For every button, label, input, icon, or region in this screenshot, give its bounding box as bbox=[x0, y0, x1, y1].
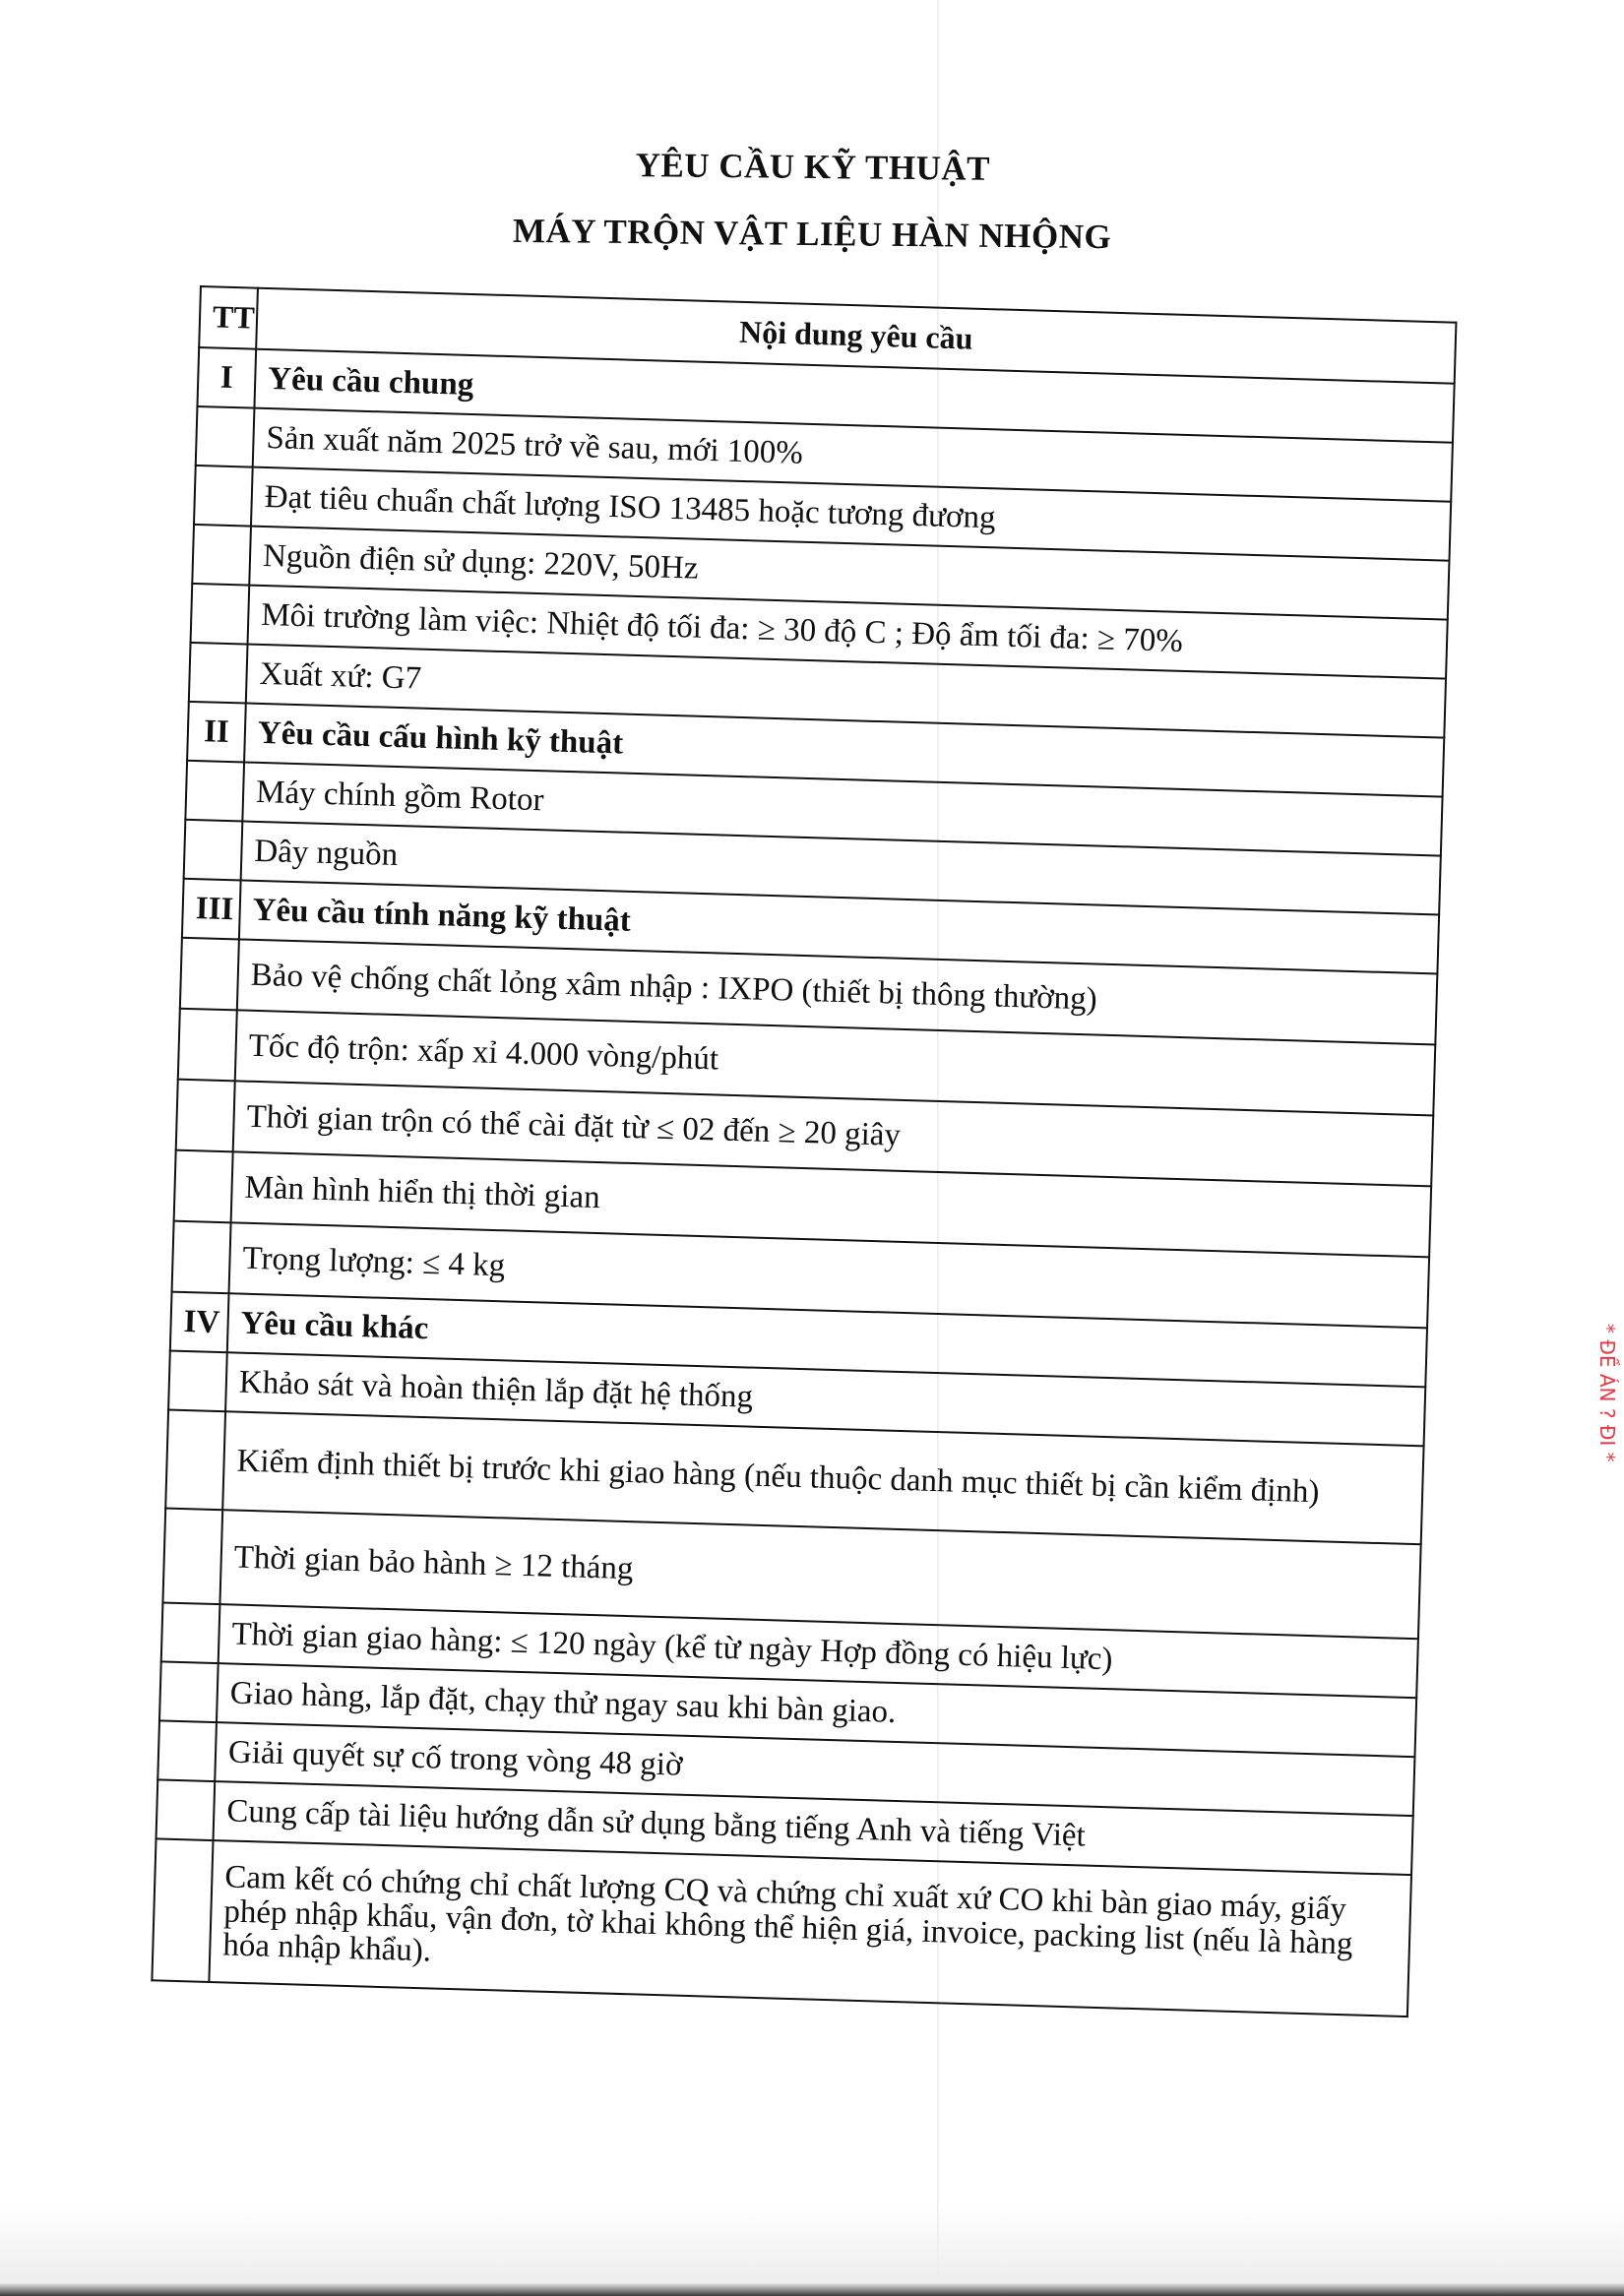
red-stamp-fragment: * ĐỀ ÁN ? ĐI * bbox=[1595, 1323, 1619, 1462]
requirements-table-wrapper bbox=[151, 285, 1457, 2017]
requirement-cell: Sản xuất năm 2025 trở về sau, mới 100% bbox=[253, 408, 1453, 502]
title-line-1: YÊU CẦU KỸ THUẬT bbox=[635, 146, 991, 188]
section-number: IV bbox=[170, 1292, 229, 1353]
scan-bottom-edge bbox=[0, 2207, 1624, 2296]
requirement-cell: Cam kết có chứng chỉ chất lượng CQ và chứng chỉ xuất xứ CO khi bàn giao máy, giấy phép nhập khẩu, vận đơn, tờ khai không thể hiện giá, invoice, packing list (nếu là hàng hóa nhập khẩu). bbox=[209, 1840, 1411, 2017]
tt-cell bbox=[162, 1509, 222, 1605]
tt-cell bbox=[176, 1080, 235, 1152]
section-number: II bbox=[187, 702, 246, 763]
tt-cell bbox=[196, 406, 255, 467]
section-number: I bbox=[197, 347, 256, 408]
section-title: Yêu cầu khác bbox=[227, 1293, 1427, 1387]
requirement-cell: Trọng lượng: ≤ 4 kg bbox=[229, 1222, 1430, 1328]
tt-cell bbox=[189, 643, 248, 704]
requirement-cell: Nguồn điện sử dụng: 220V, 50Hz bbox=[249, 527, 1449, 620]
tt-cell bbox=[159, 1661, 219, 1722]
section-title: Yêu cầu chung bbox=[254, 349, 1454, 443]
tt-cell bbox=[191, 584, 250, 645]
requirement-cell: Giải quyết sự cố trong vòng 48 giờ bbox=[215, 1722, 1414, 1816]
header-content: Nội dung yêu cầu bbox=[256, 288, 1456, 384]
tt-cell bbox=[178, 1009, 237, 1082]
requirement-cell: Khảo sát và hoàn thiện lắp đặt hệ thống bbox=[225, 1352, 1425, 1446]
requirement-cell: Môi trường làm việc: Nhiệt độ tối đa: ≥ 30 độ C ; Độ ẩm tối đa: ≥ 70% bbox=[248, 586, 1448, 679]
requirement-cell: Màn hình hiển thị thời gian bbox=[231, 1151, 1432, 1257]
requirement-cell: Dây nguồn bbox=[241, 821, 1441, 914]
tt-cell bbox=[194, 465, 253, 527]
section-number: III bbox=[182, 879, 241, 940]
requirement-cell: Xuất xứ: G7 bbox=[246, 645, 1446, 738]
requirement-cell: Kiểm định thiết bị trước khi giao hàng (nếu thuộc danh mục thiết bị cần kiểm định) bbox=[222, 1411, 1423, 1544]
tt-cell bbox=[161, 1602, 220, 1663]
tt-cell bbox=[180, 938, 239, 1011]
tt-cell bbox=[185, 761, 244, 822]
requirement-cell: Thời gian giao hàng: ≤ 120 ngày (kể từ ngày Hợp đồng có hiệu lực) bbox=[219, 1604, 1418, 1698]
tt-cell bbox=[165, 1410, 225, 1511]
requirement-cell: Thời gian bảo hành ≥ 12 tháng bbox=[219, 1510, 1420, 1639]
header-tt: TT bbox=[199, 286, 258, 349]
title-line-2: MÁY TRỘN VẬT LIỆU HÀN NHỘNG bbox=[512, 211, 1112, 257]
requirement-cell: Tốc độ trộn: xấp xỉ 4.000 vòng/phút bbox=[235, 1010, 1436, 1115]
requirement-cell: Cung cấp tài liệu hướng dẫn sử dụng bằng tiếng Anh và tiếng Việt bbox=[214, 1781, 1413, 1875]
document-title bbox=[0, 139, 1624, 262]
requirements-table bbox=[151, 285, 1457, 2017]
requirement-cell: Máy chính gồm Rotor bbox=[242, 762, 1442, 855]
requirement-cell: Bảo vệ chống chất lỏng xâm nhập : IXPO (thiết bị thông thường) bbox=[237, 939, 1438, 1044]
tt-cell bbox=[184, 820, 243, 881]
requirement-cell: Thời gian trộn có thể cài đặt từ ≤ 02 đến ≥ 20 giây bbox=[233, 1081, 1434, 1186]
tt-cell bbox=[157, 1720, 217, 1781]
tt-cell bbox=[168, 1351, 227, 1412]
requirement-cell: Giao hàng, lắp đặt, chạy thử ngay sau khi bàn giao. bbox=[217, 1663, 1416, 1757]
tt-cell bbox=[174, 1150, 233, 1223]
requirement-cell: Đạt tiêu chuẩn chất lượng ISO 13485 hoặc tương đương bbox=[251, 467, 1451, 561]
section-title: Yêu cầu cấu hình kỹ thuật bbox=[244, 704, 1444, 797]
tt-cell bbox=[156, 1779, 216, 1840]
tt-cell bbox=[152, 1838, 213, 1982]
tt-cell bbox=[192, 525, 251, 586]
section-title: Yêu cầu tính năng kỹ thuật bbox=[239, 880, 1439, 973]
tt-cell bbox=[172, 1221, 231, 1294]
